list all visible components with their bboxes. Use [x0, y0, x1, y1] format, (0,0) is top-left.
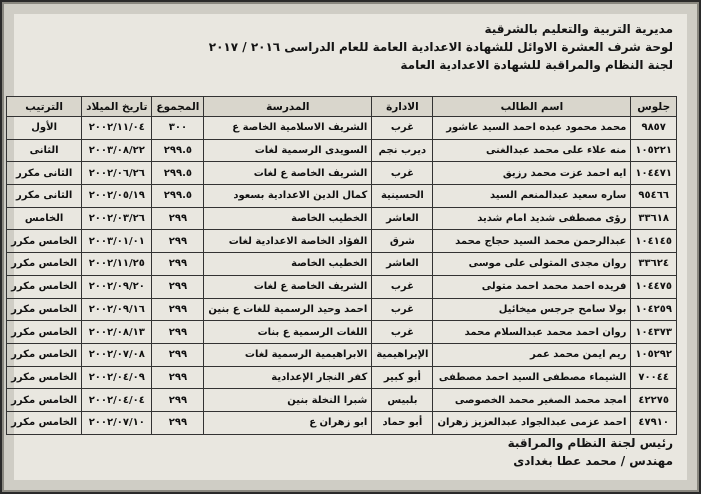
cell-total-score: ٢٩٩ — [152, 343, 204, 366]
table-row — [7, 366, 677, 389]
cell-rank: الخامس مكرر — [7, 230, 82, 253]
cell-seat-number: ٤٧٩١٠ — [631, 411, 677, 434]
directorate-title: مديرية التربية والتعليم بالشرقية — [484, 22, 673, 36]
cell-student-name: منه علاء على محمد عبدالغنى — [433, 139, 631, 162]
column-header-birth-date: تاريخ الميلاد — [82, 97, 152, 117]
table-row — [7, 298, 677, 321]
cell-total-score: ٢٩٩ — [152, 275, 204, 298]
table-row — [7, 117, 677, 140]
cell-district: غرب — [372, 162, 433, 185]
cell-school: الشريف الاسلامية الخاصة ع — [204, 117, 372, 140]
committee-title: لجنة النظام والمراقبة للشهادة الاعدادية العامة — [400, 58, 673, 72]
cell-birth-date: ٢٠٠٢/٠٧/٠٨ — [82, 343, 152, 366]
cell-district: غرب — [372, 321, 433, 344]
column-header-school: المدرسة — [204, 97, 372, 117]
table-row — [7, 321, 677, 344]
table-row — [7, 411, 677, 434]
cell-total-score: ٢٩٩ — [152, 366, 204, 389]
table-row — [7, 230, 677, 253]
cell-school: اللغات الرسمية ع بنات — [204, 321, 372, 344]
column-header-rank: الترتيب — [7, 97, 82, 117]
cell-school: الفؤاد الخاصة الاعدادية لغات — [204, 230, 372, 253]
cell-district: الإبراهيمية — [372, 343, 433, 366]
column-header-seat-number: جلوس — [631, 97, 677, 117]
table-row — [7, 207, 677, 230]
column-header-total-score: المجموع — [152, 97, 204, 117]
cell-rank: الثانى — [7, 139, 82, 162]
cell-rank: الأول — [7, 117, 82, 140]
cell-birth-date: ٢٠٠٢/٠٥/١٩ — [82, 185, 152, 208]
table-row — [7, 389, 677, 412]
cell-district: أبو كبير — [372, 366, 433, 389]
cell-birth-date: ٢٠٠٢/٠٣/٢٦ — [82, 207, 152, 230]
cell-seat-number: ٧٠٠٤٤ — [631, 366, 677, 389]
cell-rank: الخامس مكرر — [7, 253, 82, 276]
table-row — [7, 343, 677, 366]
results-table — [6, 96, 677, 435]
cell-district: العاشر — [372, 253, 433, 276]
cell-total-score: ٢٩٩.٥ — [152, 139, 204, 162]
cell-birth-date: ٢٠٠٢/٠٩/٢٠ — [82, 275, 152, 298]
cell-school: الخطيب الخاصة — [204, 207, 372, 230]
cell-total-score: ٢٩٩ — [152, 389, 204, 412]
cell-rank: الخامس مكرر — [7, 321, 82, 344]
cell-seat-number: ١٠٤٤٧١ — [631, 162, 677, 185]
cell-district: غرب — [372, 298, 433, 321]
column-header-district: الادارة — [372, 97, 433, 117]
cell-school: الخطيب الخاصة — [204, 253, 372, 276]
table-row — [7, 185, 677, 208]
cell-student-name: روان احمد محمد عبدالسلام محمد — [433, 321, 631, 344]
cell-rank: الخامس مكرر — [7, 275, 82, 298]
cell-birth-date: ٢٠٠٣/٠٨/٢٢ — [82, 139, 152, 162]
cell-student-name: ريم ايمن محمد عمر — [433, 343, 631, 366]
cell-student-name: رؤى مصطفى شديد امام شديد — [433, 207, 631, 230]
cell-seat-number: ٩٥٤٦٦ — [631, 185, 677, 208]
cell-district: غرب — [372, 117, 433, 140]
cell-school: السويدى الرسمية لغات — [204, 139, 372, 162]
cell-student-name: احمد عزمى عبدالجواد عبدالعزيز زهران — [433, 411, 631, 434]
cell-student-name: بولا سامح جرجس ميخائيل — [433, 298, 631, 321]
cell-district: بلبيس — [372, 389, 433, 412]
cell-student-name: امجد محمد الصغير محمد الخصوصى — [433, 389, 631, 412]
cell-student-name: الشيماء مصطفى السيد احمد مصطفى — [433, 366, 631, 389]
document-content — [11, 20, 679, 474]
cell-district: شرق — [372, 230, 433, 253]
cell-seat-number: ٣٣٦١٨ — [631, 207, 677, 230]
cell-district: غرب — [372, 275, 433, 298]
cell-birth-date: ٢٠٠٣/٠١/٠١ — [82, 230, 152, 253]
cell-student-name: محمد محمود عبده احمد السيد عاشور — [433, 117, 631, 140]
cell-birth-date: ٢٠٠٢/٠٩/١٦ — [82, 298, 152, 321]
cell-seat-number: ١٠٤٤٧٥ — [631, 275, 677, 298]
cell-school: الابراهيمية الرسمية لغات — [204, 343, 372, 366]
cell-total-score: ٢٩٩ — [152, 411, 204, 434]
cell-school: شبرا النخلة بنين — [204, 389, 372, 412]
honor-board-title: لوحة شرف العشرة الاوائل للشهادة الاعدادية العامة للعام الدراسى ٢٠١٦ / ٢٠١٧ — [208, 40, 673, 54]
cell-total-score: ٢٩٩.٥ — [152, 185, 204, 208]
cell-student-name: روان مجدى المتولى على موسى — [433, 253, 631, 276]
cell-seat-number: ١٠٤٢٥٩ — [631, 298, 677, 321]
cell-rank: الخامس مكرر — [7, 298, 82, 321]
cell-total-score: ٢٩٩ — [152, 321, 204, 344]
cell-rank: الخامس — [7, 207, 82, 230]
cell-school: الشريف الخاصة ع لغات — [204, 162, 372, 185]
column-header-student-name: اسم الطالب — [433, 97, 631, 117]
table-header-row — [7, 97, 677, 117]
document-page — [4, 4, 697, 490]
cell-seat-number: ٤٢٢٧٥ — [631, 389, 677, 412]
cell-district: العاشر — [372, 207, 433, 230]
cell-student-name: ساره سعيد عبدالمنعم السيد — [433, 185, 631, 208]
cell-birth-date: ٢٠٠٢/٠٦/٢٦ — [82, 162, 152, 185]
cell-seat-number: ٩٨٥٧ — [631, 117, 677, 140]
committee-head-name: مهندس / محمد عطا بغدادى — [513, 454, 673, 468]
document-header — [22, 20, 679, 78]
cell-school: الشريف الخاصة ع لغات — [204, 275, 372, 298]
cell-school: كفر النجار الإعدادية — [204, 366, 372, 389]
table-row — [7, 162, 677, 185]
cell-seat-number: ١٠٥٢٩٢ — [631, 343, 677, 366]
cell-school: ابو زهران ع — [204, 411, 372, 434]
cell-district: الحسينية — [372, 185, 433, 208]
cell-seat-number: ١٠٤١٤٥ — [631, 230, 677, 253]
cell-birth-date: ٢٠٠٢/٠٧/١٠ — [82, 411, 152, 434]
cell-rank: الخامس مكرر — [7, 343, 82, 366]
cell-school: احمد وحيد الرسمية للغات ع بنين — [204, 298, 372, 321]
table-row — [7, 253, 677, 276]
cell-total-score: ٢٩٩ — [152, 207, 204, 230]
cell-rank: الثانى مكرر — [7, 162, 82, 185]
cell-seat-number: ١٠٤٣٧٣ — [631, 321, 677, 344]
cell-rank: الخامس مكرر — [7, 411, 82, 434]
cell-birth-date: ٢٠٠٢/١١/٢٥ — [82, 253, 152, 276]
cell-rank: الثانى مكرر — [7, 185, 82, 208]
cell-student-name: عبدالرحمن محمد السيد حجاج محمد — [433, 230, 631, 253]
cell-student-name: ايه احمد عزت محمد رزيق — [433, 162, 631, 185]
cell-birth-date: ٢٠٠٢/٠٤/٠٩ — [82, 366, 152, 389]
committee-head-title: رئيس لجنة النظام والمراقبة — [507, 436, 673, 450]
cell-total-score: ٣٠٠ — [152, 117, 204, 140]
table-row — [7, 275, 677, 298]
cell-birth-date: ٢٠٠٢/١١/٠٤ — [82, 117, 152, 140]
table-body — [7, 117, 677, 435]
cell-seat-number: ١٠٥٢٢١ — [631, 139, 677, 162]
cell-rank: الخامس مكرر — [7, 389, 82, 412]
cell-rank: الخامس مكرر — [7, 366, 82, 389]
cell-student-name: فريده احمد محمد احمد متولى — [433, 275, 631, 298]
cell-birth-date: ٢٠٠٢/٠٤/٠٤ — [82, 389, 152, 412]
cell-total-score: ٢٩٩ — [152, 230, 204, 253]
cell-district: ديرب نجم — [372, 139, 433, 162]
cell-total-score: ٢٩٩ — [152, 253, 204, 276]
cell-school: كمال الدين الاعدادية بسعود — [204, 185, 372, 208]
table-row — [7, 139, 677, 162]
cell-total-score: ٢٩٩ — [152, 298, 204, 321]
signature-block — [508, 434, 673, 470]
cell-birth-date: ٢٠٠٢/٠٨/١٣ — [82, 321, 152, 344]
cell-district: أبو حماد — [372, 411, 433, 434]
cell-total-score: ٢٩٩.٥ — [152, 162, 204, 185]
cell-seat-number: ٣٣٦٢٤ — [631, 253, 677, 276]
